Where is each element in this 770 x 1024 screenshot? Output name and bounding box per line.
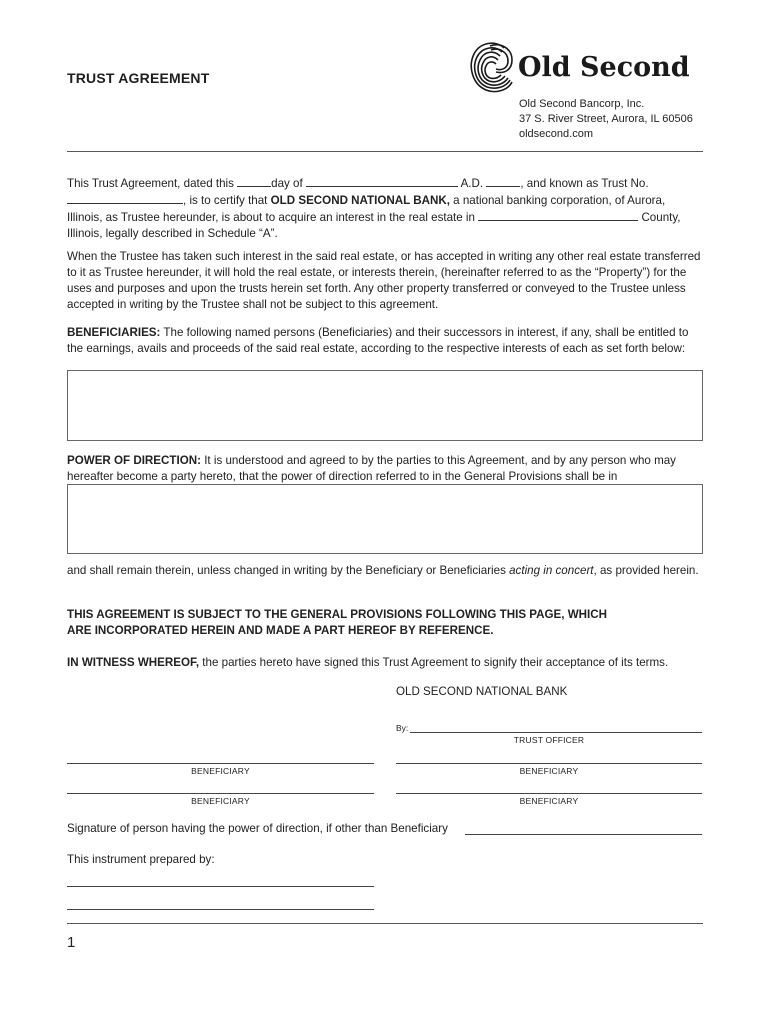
- witness-label: IN WITNESS WHEREOF,: [67, 656, 200, 669]
- day-field[interactable]: [237, 175, 271, 187]
- prepared-by-line[interactable]: [67, 909, 374, 910]
- power-of-direction-paragraph: [67, 453, 703, 485]
- bank-address: [519, 97, 693, 142]
- month-field[interactable]: [306, 175, 458, 187]
- prepared-by-label: This instrument prepared by:: [67, 853, 215, 866]
- page-number: 1: [67, 934, 76, 951]
- trust-officer-label: TRUST OFFICER: [513, 735, 585, 745]
- intro-text: , is to certify that: [183, 194, 268, 207]
- logo-text: Old Second: [518, 52, 690, 83]
- address-line: Old Second Bancorp, Inc.: [519, 98, 645, 110]
- beneficiaries-box[interactable]: [67, 370, 703, 441]
- remain-paragraph: [67, 563, 703, 579]
- intro-paragraph: [67, 175, 703, 242]
- intro-text: a national banking corporation, of Aurora,: [453, 194, 666, 207]
- general-provisions-notice: [67, 607, 607, 639]
- remain-text: , as provided herein.: [593, 564, 699, 577]
- address-line: oldsecond.com: [519, 128, 593, 140]
- intro-text: A.D.: [460, 177, 484, 190]
- address-line: 37 S. River Street, Aurora, IL 60506: [519, 113, 693, 125]
- trustee-paragraph: When the Trustee has taken such interest in the said real estate, or has accepted in writing any other real estate transferred to it as Trustee hereunder, it will hold the real estate, or interests therein, (hereinafter referred to as the “Property”) for the uses and purposes and upon the trusts herein set forth. Any other property transferred or conveyed to the Trustee unless accepted in writing by the Trustee shall not be subject to this agreement.: [67, 250, 701, 311]
- intro-text: , and known as Trust No.: [520, 177, 649, 190]
- bank-signature-heading: OLD SECOND NATIONAL BANK: [396, 685, 568, 698]
- witness-paragraph: [67, 655, 703, 671]
- witness-text: the parties hereto have signed this Trust Agreement to signify their acceptance of its terms.: [202, 656, 669, 669]
- by-label: By:: [396, 723, 409, 733]
- power-label: POWER OF DIRECTION:: [67, 454, 201, 467]
- footer-divider: [67, 923, 703, 924]
- beneficiary-label: BENEFICIARY: [191, 796, 250, 806]
- trust-officer-signature-line[interactable]: [410, 732, 702, 733]
- beneficiary-label: BENEFICIARY: [191, 766, 250, 776]
- beneficiary-signature-line[interactable]: [396, 793, 702, 794]
- document-title: TRUST AGREEMENT: [67, 70, 210, 86]
- intro-text: day of: [271, 177, 303, 190]
- beneficiary-signature-line[interactable]: [67, 793, 374, 794]
- notice-line: THIS AGREEMENT IS SUBJECT TO THE GENERAL PROVISIONS FOLLOWING THIS PAGE, WHICH: [67, 608, 608, 621]
- old-second-logo-mark-icon: [466, 40, 516, 96]
- intro-text: This Trust Agreement, dated this: [67, 177, 234, 190]
- beneficiary-signature-line[interactable]: [396, 763, 702, 764]
- beneficiaries-text: The following named persons (Beneficiaries) and their successors in interest, if any, shall be entitled to the earnings, avails and proceeds of the said real estate, according to the respective interests of each as set forth below:: [67, 326, 689, 355]
- power-text: It is understood and agreed to by the parties to this Agreement, and by any person who may hereafter become a party hereto, that the power of direction referred to in the General Provisions shall be in: [67, 454, 676, 483]
- intro-text: Illinois, legally described in Schedule “A”.: [67, 227, 278, 240]
- power-signature-line[interactable]: [465, 834, 702, 835]
- acting-in-concert: acting in concert: [509, 564, 594, 577]
- bank-name: OLD SECOND NATIONAL BANK,: [270, 194, 450, 207]
- logo: [466, 40, 706, 96]
- beneficiaries-paragraph: [67, 325, 703, 357]
- remain-text: and shall remain therein, unless changed in writing by the Beneficiary or Beneficiaries: [67, 564, 506, 577]
- header-divider: [67, 151, 703, 152]
- power-of-direction-box[interactable]: [67, 484, 703, 554]
- beneficiary-label: BENEFICIARY: [519, 796, 579, 806]
- county-field[interactable]: [478, 209, 638, 221]
- beneficiary-label: BENEFICIARY: [519, 766, 579, 776]
- beneficiaries-label: BENEFICIARIES:: [67, 326, 161, 339]
- notice-line: ARE INCORPORATED HEREIN AND MADE A PART HEREOF BY REFERENCE.: [67, 624, 494, 637]
- intro-text: Illinois, as Trustee hereunder, is about to acquire an interest in the real estate in: [67, 211, 475, 224]
- power-signature-label: Signature of person having the power of direction, if other than Beneficiary: [67, 822, 448, 835]
- trust-number-field[interactable]: [67, 192, 183, 204]
- year-field[interactable]: [486, 175, 520, 187]
- beneficiary-signature-line[interactable]: [67, 763, 374, 764]
- intro-text: County,: [641, 211, 681, 224]
- prepared-by-line[interactable]: [67, 886, 374, 887]
